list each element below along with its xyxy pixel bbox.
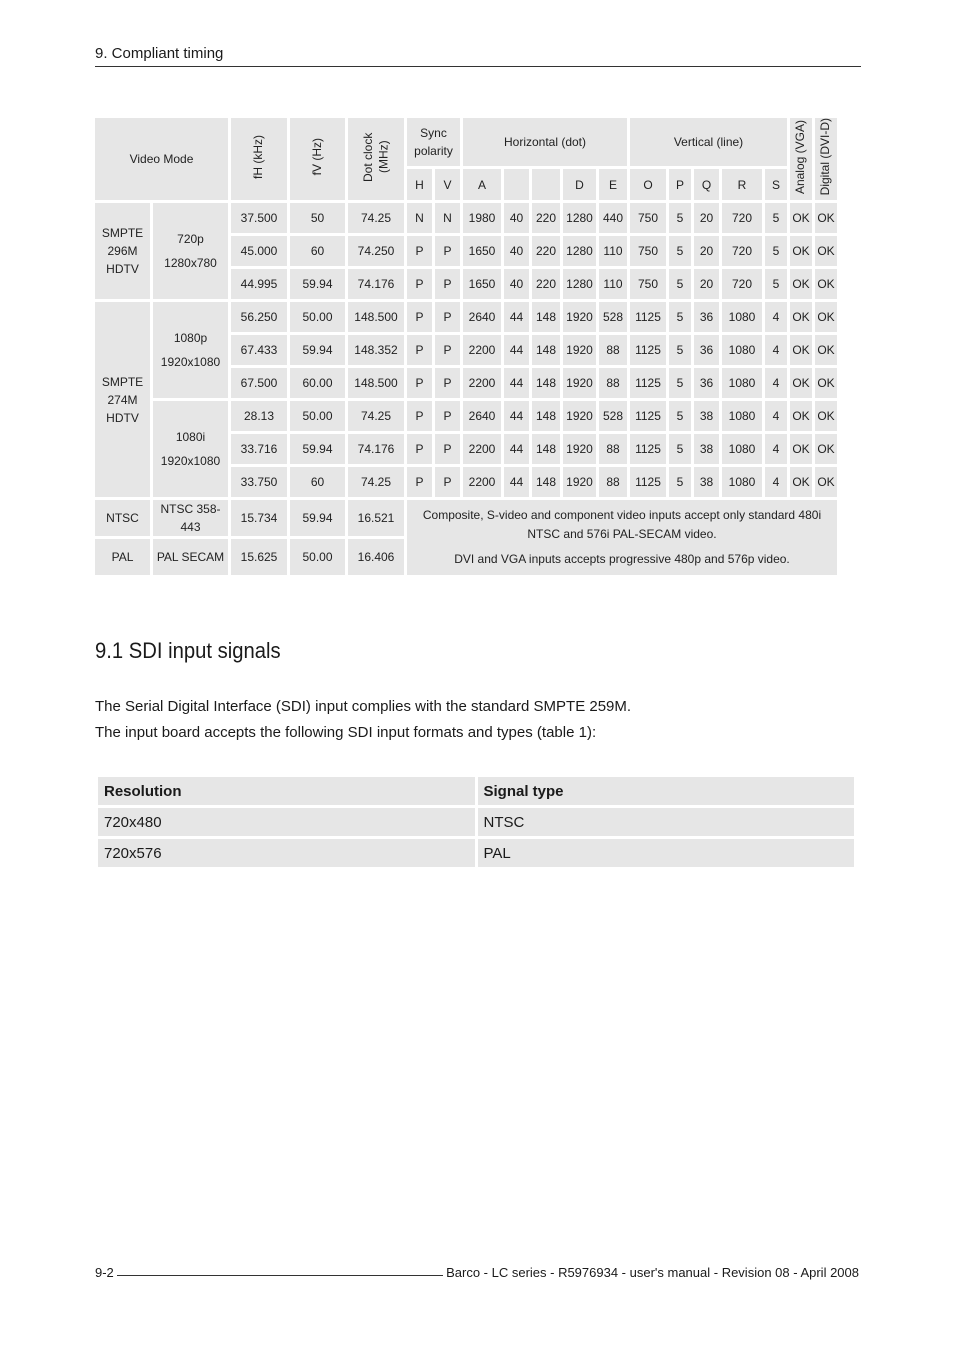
cell-v-r: 1080 <box>722 434 762 464</box>
th-e: E <box>599 169 627 200</box>
ntsc-fh: 15.734 <box>231 500 287 536</box>
cell-fh: 33.716 <box>231 434 287 464</box>
page-header <box>95 44 861 67</box>
cell-dot-clock: 148.352 <box>348 335 404 365</box>
cell-dot-clock: 74.25 <box>348 203 404 233</box>
cell-sync-v: P <box>435 236 460 266</box>
cell-dot-clock: 148.500 <box>348 302 404 332</box>
cell-dot-clock: 74.176 <box>348 434 404 464</box>
cell-sync-h: N <box>407 203 432 233</box>
cell-fh: 37.500 <box>231 203 287 233</box>
page-number: 9-2 <box>95 1265 114 1280</box>
th-s: S <box>765 169 787 200</box>
video-input-note <box>407 500 837 575</box>
th-dot-clock: Dot clock (MHz) <box>348 118 404 200</box>
cell-h-c: 148 <box>532 467 560 497</box>
cell-v-o: 1125 <box>630 467 666 497</box>
cell-h-a: 2640 <box>463 302 501 332</box>
cell-fv: 59.94 <box>290 269 345 299</box>
th-digital: Digital (DVI-D) <box>815 118 837 200</box>
cell-h-d: 1920 <box>563 467 596 497</box>
cell-v-q: 36 <box>694 368 719 398</box>
cell-v-o: 750 <box>630 269 666 299</box>
cell-v-p: 5 <box>669 302 691 332</box>
cell-v-p: 5 <box>669 335 691 365</box>
cell-analog: OK <box>790 434 812 464</box>
cell-h-b: 44 <box>504 302 529 332</box>
table-row <box>95 401 837 431</box>
cell-fh: 67.433 <box>231 335 287 365</box>
cell-h-e: 88 <box>599 335 627 365</box>
sdi-formats-table <box>95 774 857 870</box>
th-v: V <box>435 169 460 200</box>
table-row <box>95 302 837 332</box>
cell-h-c: 220 <box>532 203 560 233</box>
cell-fv: 50.00 <box>290 401 345 431</box>
cell-dot-clock: 74.176 <box>348 269 404 299</box>
mode-720p: 720p 1280x780 <box>153 203 228 299</box>
cell-h-b: 40 <box>504 269 529 299</box>
th-d: D <box>563 169 596 200</box>
cell-v-o: 750 <box>630 236 666 266</box>
cell-h-d: 1280 <box>563 203 596 233</box>
group-smpte-296m: SMPTE 296M HDTV <box>95 203 150 299</box>
footer-rule <box>117 1275 443 1276</box>
cell-v-r: 1080 <box>722 335 762 365</box>
note-composite: Composite, S-video and component video inputs accept only standard 480i NTSC and 576i PAL-SECAM video. <box>422 508 822 542</box>
th-vertical: Vertical (line) <box>630 118 787 166</box>
cell-sync-v: P <box>435 467 460 497</box>
cell-v-p: 5 <box>669 203 691 233</box>
cell-sync-v: P <box>435 302 460 332</box>
th-signal-type: Signal type <box>478 777 855 805</box>
cell-h-e: 88 <box>599 467 627 497</box>
cell-digital: OK <box>815 302 837 332</box>
cell-h-b: 44 <box>504 335 529 365</box>
cell-h-d: 1920 <box>563 401 596 431</box>
cell-v-r: 720 <box>722 236 762 266</box>
cell-analog: OK <box>790 335 812 365</box>
cell-fv: 59.94 <box>290 434 345 464</box>
cell-resolution: 720x480 <box>98 808 475 836</box>
mode-1080i: 1080i 1920x1080 <box>153 401 228 497</box>
cell-v-p: 5 <box>669 269 691 299</box>
cell-sync-v: P <box>435 401 460 431</box>
cell-h-a: 2200 <box>463 368 501 398</box>
cell-v-s: 5 <box>765 269 787 299</box>
th-o: O <box>630 169 666 200</box>
cell-dot-clock: 74.25 <box>348 467 404 497</box>
cell-sync-h: P <box>407 302 432 332</box>
cell-v-p: 5 <box>669 236 691 266</box>
cell-h-c: 148 <box>532 302 560 332</box>
cell-v-q: 20 <box>694 203 719 233</box>
cell-h-b: 44 <box>504 434 529 464</box>
cell-fh: 33.750 <box>231 467 287 497</box>
cell-h-d: 1920 <box>563 434 596 464</box>
cell-v-q: 36 <box>694 302 719 332</box>
cell-signal-type: NTSC <box>478 808 855 836</box>
footer-doc-info: Barco - LC series - R5976934 - user's manual - Revision 08 - April 2008 <box>446 1265 859 1280</box>
cell-h-a: 2640 <box>463 401 501 431</box>
cell-sync-h: P <box>407 467 432 497</box>
cell-fh: 44.995 <box>231 269 287 299</box>
th-horizontal: Horizontal (dot) <box>463 118 627 166</box>
cell-v-o: 1125 <box>630 434 666 464</box>
cell-h-b: 40 <box>504 203 529 233</box>
cell-v-q: 20 <box>694 236 719 266</box>
cell-v-s: 4 <box>765 368 787 398</box>
th-resolution: Resolution <box>98 777 475 805</box>
cell-sync-v: P <box>435 434 460 464</box>
cell-analog: OK <box>790 236 812 266</box>
table-row <box>95 203 837 233</box>
paragraph-sdi-formats: The input board accepts the following SDI input formats and types (table 1): <box>95 724 597 741</box>
th-b <box>504 169 529 200</box>
cell-fv: 60 <box>290 467 345 497</box>
cell-h-b: 44 <box>504 467 529 497</box>
cell-v-s: 5 <box>765 203 787 233</box>
cell-analog: OK <box>790 368 812 398</box>
compliant-timing-table <box>92 115 840 578</box>
cell-v-p: 5 <box>669 434 691 464</box>
section-heading: 9.1 SDI input signals <box>95 638 281 663</box>
cell-signal-type: PAL <box>478 839 855 867</box>
cell-analog: OK <box>790 269 812 299</box>
cell-analog: OK <box>790 203 812 233</box>
cell-h-e: 88 <box>599 368 627 398</box>
cell-h-b: 40 <box>504 236 529 266</box>
cell-h-a: 2200 <box>463 434 501 464</box>
th-q: Q <box>694 169 719 200</box>
th-analog: Analog (VGA) <box>790 118 812 200</box>
cell-digital: OK <box>815 236 837 266</box>
cell-sync-v: P <box>435 368 460 398</box>
ntsc-label: NTSC <box>95 500 150 536</box>
cell-v-p: 5 <box>669 467 691 497</box>
cell-digital: OK <box>815 335 837 365</box>
cell-fh: 28.13 <box>231 401 287 431</box>
cell-dot-clock: 74.25 <box>348 401 404 431</box>
cell-h-e: 110 <box>599 236 627 266</box>
cell-h-d: 1920 <box>563 335 596 365</box>
cell-h-e: 528 <box>599 401 627 431</box>
th-r: R <box>722 169 762 200</box>
cell-sync-h: P <box>407 368 432 398</box>
th-h: H <box>407 169 432 200</box>
cell-digital: OK <box>815 368 837 398</box>
cell-h-d: 1920 <box>563 368 596 398</box>
cell-v-q: 38 <box>694 434 719 464</box>
cell-v-s: 4 <box>765 302 787 332</box>
pal-mode: PAL SECAM <box>153 539 228 575</box>
cell-digital: OK <box>815 467 837 497</box>
cell-dot-clock: 148.500 <box>348 368 404 398</box>
cell-v-o: 1125 <box>630 302 666 332</box>
pal-label: PAL <box>95 539 150 575</box>
cell-v-q: 20 <box>694 269 719 299</box>
cell-resolution: 720x576 <box>98 839 475 867</box>
cell-sync-h: P <box>407 401 432 431</box>
cell-digital: OK <box>815 269 837 299</box>
cell-digital: OK <box>815 434 837 464</box>
cell-fh: 45.000 <box>231 236 287 266</box>
cell-v-r: 1080 <box>722 302 762 332</box>
cell-analog: OK <box>790 302 812 332</box>
cell-fh: 67.500 <box>231 368 287 398</box>
cell-sync-h: P <box>407 269 432 299</box>
pal-dot: 16.406 <box>348 539 404 575</box>
header-section-title: 9. Compliant timing <box>95 45 224 62</box>
cell-v-r: 1080 <box>722 467 762 497</box>
cell-h-d: 1920 <box>563 302 596 332</box>
cell-h-e: 528 <box>599 302 627 332</box>
mode-1080p: 1080p 1920x1080 <box>153 302 228 398</box>
paragraph-sdi-standard: The Serial Digital Interface (SDI) input complies with the standard SMPTE 259M. <box>95 698 632 715</box>
cell-v-s: 4 <box>765 467 787 497</box>
cell-h-a: 2200 <box>463 335 501 365</box>
cell-v-o: 750 <box>630 203 666 233</box>
th-fh: fH (kHz) <box>231 118 287 200</box>
cell-fv: 50.00 <box>290 302 345 332</box>
group-smpte-274m: SMPTE 274M HDTV <box>95 302 150 497</box>
cell-dot-clock: 74.250 <box>348 236 404 266</box>
cell-h-e: 110 <box>599 269 627 299</box>
cell-sync-v: N <box>435 203 460 233</box>
cell-v-q: 36 <box>694 335 719 365</box>
table-row-ntsc <box>95 500 837 536</box>
cell-digital: OK <box>815 203 837 233</box>
cell-h-c: 220 <box>532 269 560 299</box>
cell-v-p: 5 <box>669 401 691 431</box>
ntsc-mode: NTSC 358-443 <box>153 500 228 536</box>
cell-v-o: 1125 <box>630 368 666 398</box>
cell-h-c: 148 <box>532 434 560 464</box>
cell-analog: OK <box>790 401 812 431</box>
note-dvi-vga: DVI and VGA inputs accepts progressive 480p and 576p video. <box>454 552 790 567</box>
cell-fh: 56.250 <box>231 302 287 332</box>
cell-h-e: 88 <box>599 434 627 464</box>
cell-h-c: 148 <box>532 368 560 398</box>
cell-fv: 60.00 <box>290 368 345 398</box>
pal-fh: 15.625 <box>231 539 287 575</box>
cell-v-p: 5 <box>669 368 691 398</box>
cell-fv: 60 <box>290 236 345 266</box>
cell-h-a: 2200 <box>463 467 501 497</box>
cell-sync-h: P <box>407 236 432 266</box>
pal-fv: 50.00 <box>290 539 345 575</box>
table-row <box>98 808 854 836</box>
cell-h-e: 440 <box>599 203 627 233</box>
cell-v-q: 38 <box>694 467 719 497</box>
cell-h-a: 1650 <box>463 236 501 266</box>
cell-v-r: 720 <box>722 269 762 299</box>
cell-h-b: 44 <box>504 368 529 398</box>
cell-sync-v: P <box>435 335 460 365</box>
cell-v-r: 1080 <box>722 368 762 398</box>
cell-sync-v: P <box>435 269 460 299</box>
cell-v-s: 4 <box>765 401 787 431</box>
cell-v-r: 720 <box>722 203 762 233</box>
cell-v-r: 1080 <box>722 401 762 431</box>
ntsc-dot: 16.521 <box>348 500 404 536</box>
cell-digital: OK <box>815 401 837 431</box>
cell-fv: 50 <box>290 203 345 233</box>
th-fv: fV (Hz) <box>290 118 345 200</box>
cell-v-o: 1125 <box>630 401 666 431</box>
cell-v-s: 5 <box>765 236 787 266</box>
cell-h-a: 1650 <box>463 269 501 299</box>
cell-h-d: 1280 <box>563 236 596 266</box>
cell-sync-h: P <box>407 434 432 464</box>
cell-h-c: 220 <box>532 236 560 266</box>
cell-analog: OK <box>790 467 812 497</box>
cell-h-b: 44 <box>504 401 529 431</box>
cell-v-o: 1125 <box>630 335 666 365</box>
th-sync-polarity: Sync polarity <box>407 118 460 166</box>
cell-h-c: 148 <box>532 335 560 365</box>
ntsc-fv: 59.94 <box>290 500 345 536</box>
th-video-mode: Video Mode <box>95 118 228 200</box>
th-a: A <box>463 169 501 200</box>
cell-h-c: 148 <box>532 401 560 431</box>
cell-v-s: 4 <box>765 434 787 464</box>
page-footer <box>95 1260 859 1280</box>
cell-h-d: 1280 <box>563 269 596 299</box>
cell-fv: 59.94 <box>290 335 345 365</box>
cell-h-a: 1980 <box>463 203 501 233</box>
table-row <box>98 839 854 867</box>
th-c <box>532 169 560 200</box>
cell-v-q: 38 <box>694 401 719 431</box>
cell-sync-h: P <box>407 335 432 365</box>
cell-v-s: 4 <box>765 335 787 365</box>
th-p: P <box>669 169 691 200</box>
